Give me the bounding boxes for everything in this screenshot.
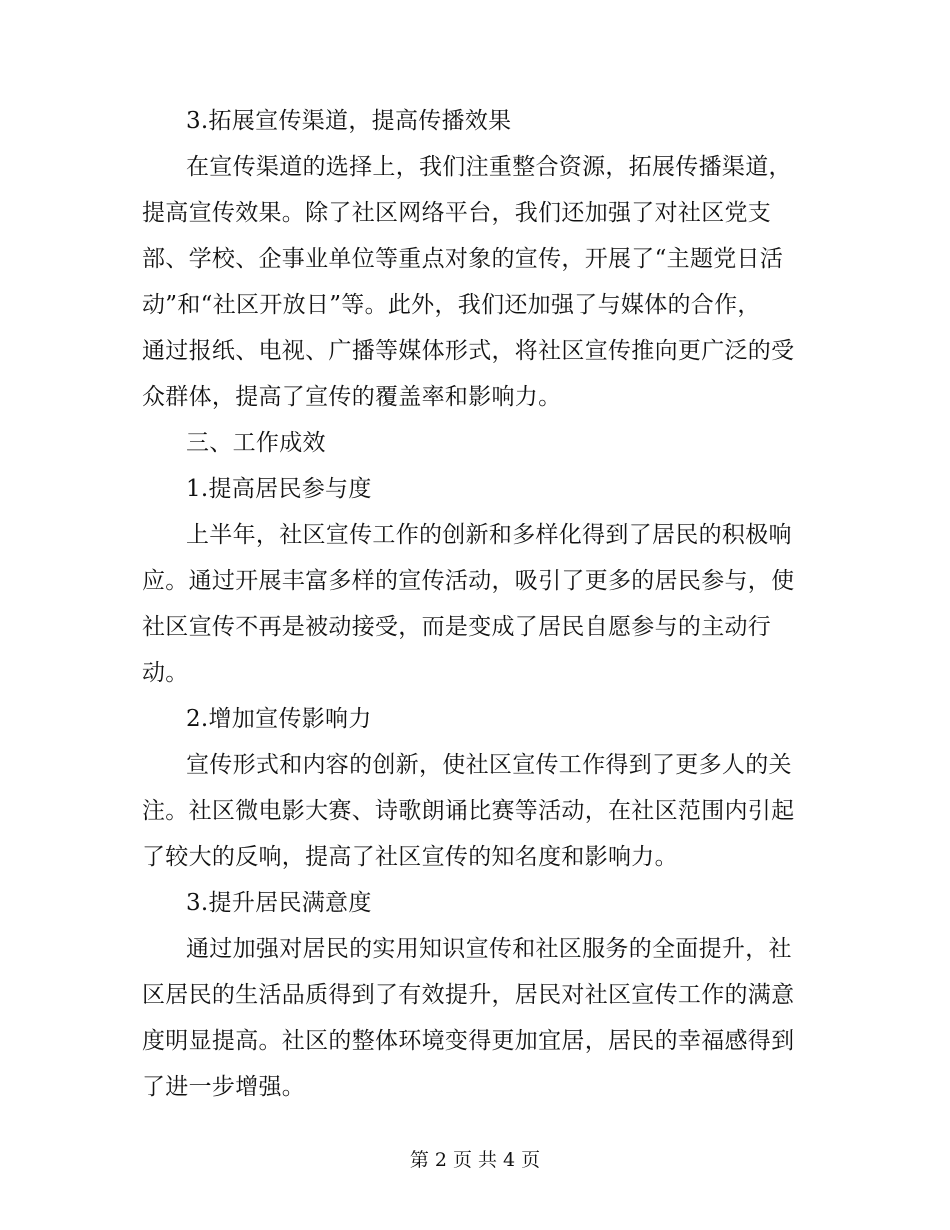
subheading-3: 3.提升居民满意度	[186, 890, 372, 916]
section-heading-3-expand-channels: 3.拓展宣传渠道，提高传播效果	[186, 108, 512, 134]
subheading-2: 2.增加宣传影响力	[186, 706, 372, 732]
paragraph-line: 提高宣传效果。除了社区网络平台，我们还加强了对社区党支	[142, 200, 772, 226]
paragraph-line: 在宣传渠道的选择上，我们注重整合资源，拓展传播渠道，	[186, 154, 792, 180]
paragraph-line: 上半年，社区宣传工作的创新和多样化得到了居民的积极响	[186, 522, 792, 548]
paragraph-line: 了较大的反响，提高了社区宣传的知名度和影响力。	[142, 844, 678, 870]
paragraph-line: 众群体，提高了宣传的覆盖率和影响力。	[142, 384, 562, 410]
paragraph-line: 区居民的生活品质得到了有效提升，居民对社区宣传工作的满意	[142, 982, 795, 1008]
paragraph-line: 了进一步增强。	[142, 1074, 306, 1100]
paragraph-line: 宣传形式和内容的创新，使社区宣传工作得到了更多人的关	[186, 752, 792, 778]
paragraph-line: 通过报纸、电视、广播等媒体形式，将社区宣传推向更广泛的受	[142, 338, 795, 364]
subheading-1: 1.提高居民参与度	[186, 476, 372, 502]
paragraph-line: 动。	[142, 660, 189, 686]
section-heading-work-results: 三、工作成效	[186, 430, 326, 456]
page-number-footer: 第 2 页 共 4 页	[409, 1149, 541, 1171]
paragraph-line: 注。社区微电影大赛、诗歌朗诵比赛等活动，在社区范围内引起	[142, 798, 795, 824]
paragraph-line: 应。通过开展丰富多样的宣传活动，吸引了更多的居民参与，使	[142, 568, 795, 594]
paragraph-line: 通过加强对居民的实用知识宣传和社区服务的全面提升，社	[186, 936, 792, 962]
paragraph-line: 社区宣传不再是被动接受，而是变成了居民自愿参与的主动行	[142, 614, 772, 640]
paragraph-line: 度明显提高。社区的整体环境变得更加宜居，居民的幸福感得到	[142, 1028, 795, 1054]
paragraph-line: 部、学校、企事业单位等重点对象的宣传，开展了“主题党日活	[142, 246, 784, 272]
paragraph-line: 动”和“社区开放日”等。此外，我们还加强了与媒体的合作，	[142, 292, 761, 318]
